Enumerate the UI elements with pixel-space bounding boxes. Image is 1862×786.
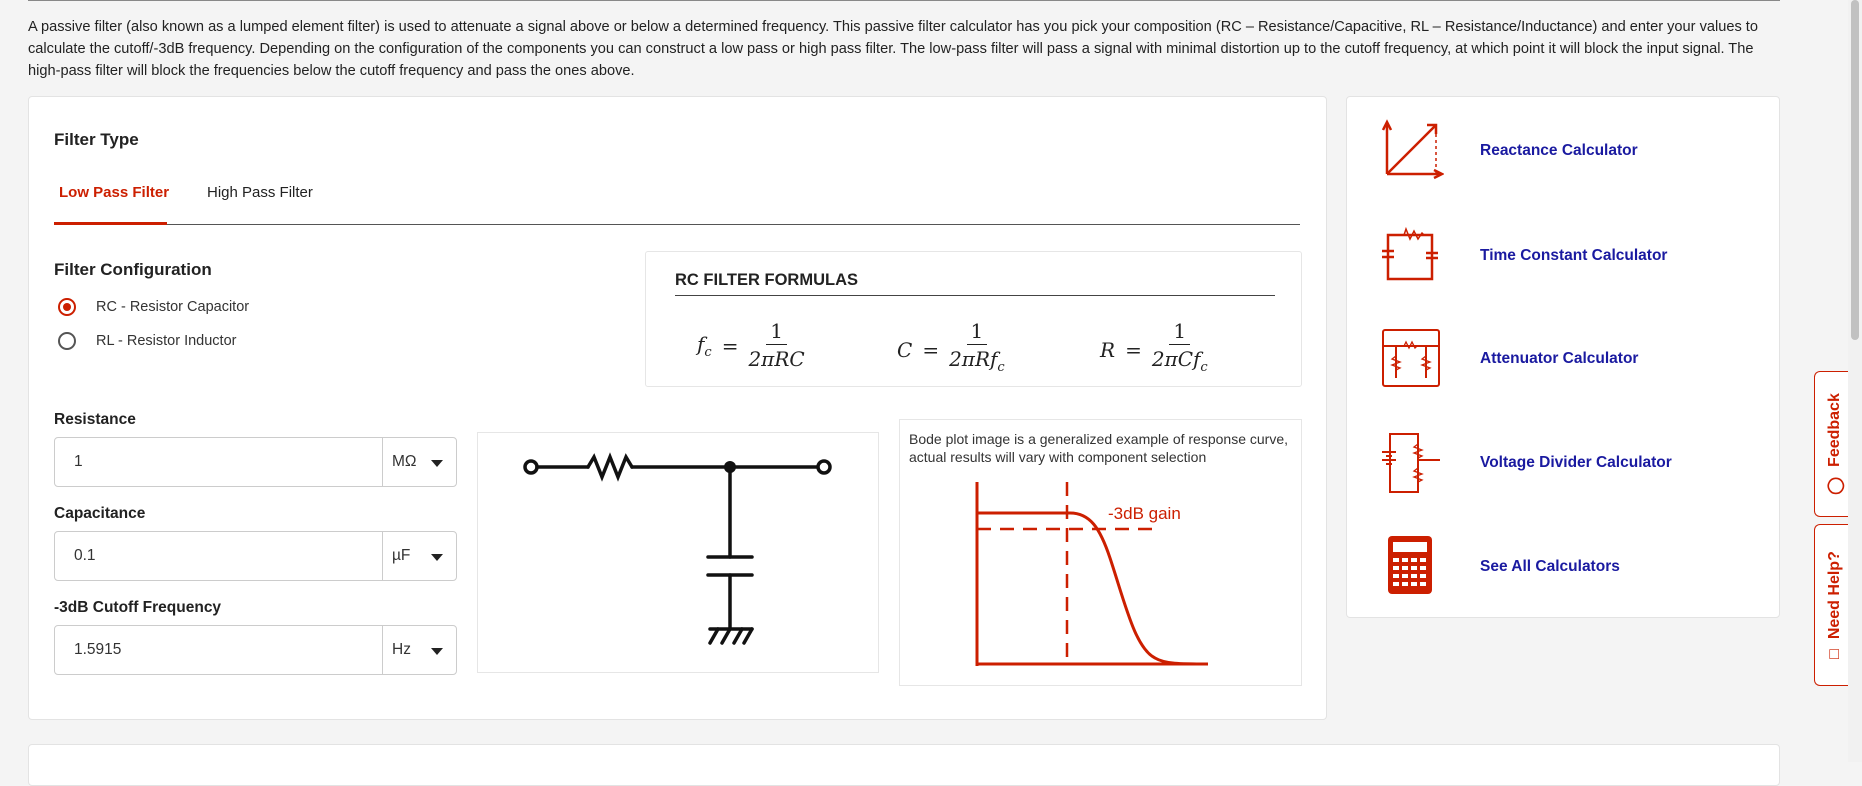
bode-response-curve: [977, 513, 1208, 664]
top-divider: [28, 0, 1780, 1]
chat-icon: □: [1826, 649, 1843, 659]
chevron-down-icon[interactable]: [431, 648, 443, 655]
circuit-diagram-panel: [477, 432, 879, 673]
radio-rl-label: RL - Resistor Inductor: [96, 333, 237, 349]
radio-button-selected[interactable]: [58, 298, 76, 316]
active-tab-indicator: [54, 222, 167, 225]
formula-r-num: 1: [1169, 318, 1190, 345]
radio-button[interactable]: [58, 332, 76, 350]
formula-r: R = $\frac{1}{2\pi Cf_c}$: [1100, 319, 1208, 375]
cutoff-frequency-label: -3dB Cutoff Frequency: [54, 599, 222, 616]
formula-r-lhs: R: [1100, 338, 1116, 362]
chevron-down-icon[interactable]: [431, 554, 443, 561]
formula-fc-lhs: f: [697, 331, 705, 356]
formula-r-den-sub: c: [1200, 360, 1208, 375]
related-item-voltage-divider[interactable]: [1380, 430, 1760, 500]
filter-configuration-heading: Filter Configuration: [54, 260, 212, 279]
feedback-label: Feedback: [1826, 393, 1843, 467]
formula-fc-num: 1: [766, 318, 787, 345]
related-item-time-constant[interactable]: [1380, 223, 1760, 293]
cutoff-unit-select[interactable]: Hz: [392, 641, 411, 658]
voltage-divider-icon: [1380, 430, 1444, 494]
field-separator: [382, 626, 383, 674]
bode-plot-graph: [960, 478, 1220, 678]
time-constant-icon: [1380, 223, 1444, 287]
resistance-field[interactable]: [54, 437, 457, 487]
related-label[interactable]: Attenuator Calculator: [1480, 350, 1639, 367]
capacitance-input[interactable]: 0.1: [74, 547, 96, 564]
resistance-input[interactable]: 1: [74, 453, 83, 470]
need-help-label: Need Help?: [1826, 551, 1843, 640]
filter-type-heading: Filter Type: [54, 130, 139, 149]
related-label[interactable]: Reactance Calculator: [1480, 142, 1638, 159]
calculator-icon: [1380, 534, 1444, 598]
chevron-down-icon[interactable]: [431, 460, 443, 467]
formula-c-den: 2πRf: [949, 347, 998, 371]
intro-paragraph: A passive filter (also known as a lumped element filter) is used to attenuate a signal above or below a determined frequency. This passive filter calculator has you pick your composition (RC – Resistance/Capacitive, RL – Resistance/Inductance) and enter your values to calculate the cutoff/-3dB frequency. Depending on the configuration of the components you can construct a low pass or high pass filter. The low-pass filter will pass a signal with minimal distortion up to the cutoff frequency, at which point it will block the input signal. The high-pass filter will block the frequencies below the cutoff frequency and pass the ones above.: [28, 19, 1758, 79]
tab-divider: [54, 224, 1300, 225]
cutoff-frequency-field[interactable]: [54, 625, 457, 675]
formula-title: RC FILTER FORMULAS: [675, 271, 859, 289]
formula-c-num: 1: [967, 318, 988, 345]
capacitance-label: Capacitance: [54, 505, 146, 522]
related-item-attenuator[interactable]: [1380, 326, 1760, 396]
related-item-all-calculators[interactable]: [1380, 534, 1760, 604]
field-separator: [382, 532, 383, 580]
formula-divider: [675, 295, 1275, 296]
field-separator: [382, 438, 383, 486]
related-label[interactable]: Time Constant Calculator: [1480, 247, 1668, 264]
lightbulb-icon: ◯: [1827, 476, 1844, 495]
bode-plot-note: Bode plot image is a generalized example of response curve, actual results will vary with component selection: [909, 431, 1288, 465]
formula-r-den: 2πCf: [1151, 347, 1201, 371]
scrollbar-thumb[interactable]: [1851, 0, 1859, 340]
related-label[interactable]: Voltage Divider Calculator: [1480, 454, 1672, 471]
radio-rc-label: RC - Resistor Capacitor: [96, 299, 250, 315]
bode-gain-label: -3dB gain: [1108, 504, 1181, 523]
cutoff-frequency-input[interactable]: 1.5915: [74, 641, 122, 658]
related-item-reactance[interactable]: [1380, 118, 1760, 188]
resistance-label: Resistance: [54, 411, 136, 428]
formula-c-den-sub: c: [997, 360, 1005, 375]
next-section-card: [28, 744, 1780, 786]
tab-low-pass[interactable]: Low Pass Filter: [59, 184, 170, 201]
radio-rc[interactable]: [58, 298, 249, 316]
capacitance-unit-select[interactable]: µF: [392, 547, 411, 564]
page-scrollbar[interactable]: [1848, 0, 1862, 762]
tab-high-pass[interactable]: High Pass Filter: [207, 184, 313, 201]
formula-fc: $f_c$ = $\frac{1}{\text{2πRC}}$: [697, 319, 805, 371]
rc-low-pass-circuit-diagram: [478, 433, 878, 672]
reactance-icon: [1380, 118, 1444, 182]
formula-fc-sub: c: [704, 344, 712, 360]
formula-c-lhs: C: [897, 338, 913, 362]
attenuator-icon: [1380, 326, 1444, 390]
formula-fc-den: 2πRC: [748, 347, 805, 371]
capacitance-field[interactable]: [54, 531, 457, 581]
resistance-unit-select[interactable]: MΩ: [392, 453, 417, 470]
radio-rl[interactable]: [58, 332, 236, 350]
related-label[interactable]: See All Calculators: [1480, 558, 1620, 575]
formula-c: C = $\frac{1}{2\pi Rf_c}$: [897, 319, 1005, 375]
